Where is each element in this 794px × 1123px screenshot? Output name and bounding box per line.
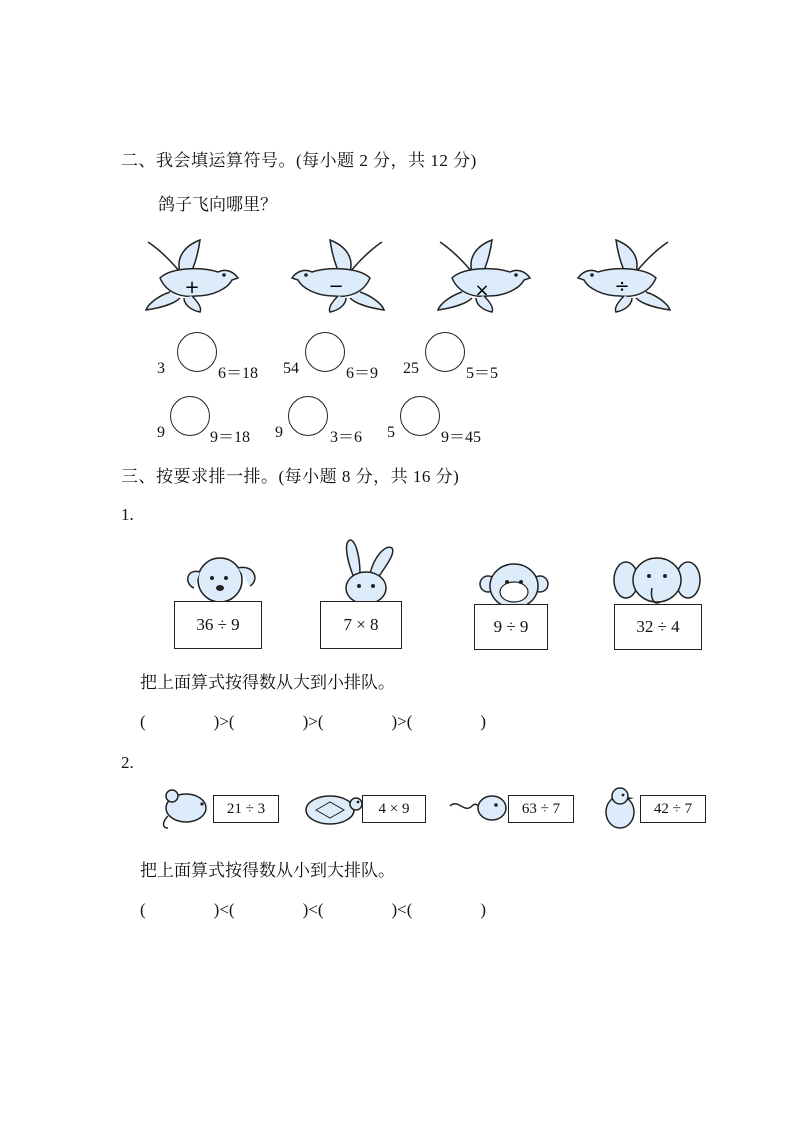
dove-symbol: × <box>474 280 490 301</box>
expression-card: 9 ÷ 9 <box>474 604 548 650</box>
expression-tag: 4 × 9 <box>362 795 426 823</box>
equation-right: 6＝9 <box>346 365 379 382</box>
equation-left: 9 <box>275 424 283 441</box>
equation-left: 9 <box>157 424 165 441</box>
section2-prompt: 鸽子飞向哪里？ <box>158 195 277 214</box>
equation-right: 9＝18 <box>210 429 251 446</box>
equation-left: 3 <box>157 360 165 377</box>
answer-circle[interactable] <box>288 396 328 436</box>
expression-tag: 42 ÷ 7 <box>640 795 706 823</box>
answer-line[interactable]: ( )>( )>( )>( ) <box>140 712 487 731</box>
monkey-icon <box>474 560 554 610</box>
dove-times-icon <box>432 238 532 314</box>
question-number: 1. <box>121 505 134 524</box>
answer-circle[interactable] <box>400 396 440 436</box>
answer-circle[interactable] <box>425 332 465 372</box>
equation-right: 9＝45 <box>441 429 482 446</box>
expression-card: 36 ÷ 9 <box>174 601 262 649</box>
dove-plus-icon <box>140 238 240 314</box>
answer-line[interactable]: ( )<( )<( )<( ) <box>140 900 487 919</box>
dove-symbol: ÷ <box>614 276 630 297</box>
question-number: 2. <box>121 753 134 772</box>
equation-left: 5 <box>387 424 395 441</box>
mouse-icon <box>158 786 214 830</box>
tadpole-icon <box>448 792 510 826</box>
section2-heading: 二、我会填运算符号。(每小题 2 分，共 12 分) <box>121 151 477 170</box>
instruction: 把上面算式按得数从小到大排队。 <box>140 861 395 880</box>
elephant-icon <box>612 552 702 608</box>
answer-circle[interactable] <box>177 332 217 372</box>
expression-card: 7 × 8 <box>320 601 402 649</box>
equation-right: 6＝18 <box>218 365 259 382</box>
answer-circle[interactable] <box>170 396 210 436</box>
section3-heading: 三、按要求排一排。(每小题 8 分，共 16 分) <box>121 467 460 486</box>
dove-divide-icon <box>576 238 676 314</box>
answer-circle[interactable] <box>305 332 345 372</box>
dove-minus-icon <box>290 238 390 314</box>
instruction: 把上面算式按得数从大到小排队。 <box>140 673 395 692</box>
rabbit-icon <box>326 538 406 604</box>
expression-tag: 21 ÷ 3 <box>213 795 279 823</box>
equation-right: 5＝5 <box>466 365 499 382</box>
equation-left: 54 <box>283 360 299 377</box>
penguin-icon <box>598 786 642 830</box>
turtle-icon <box>302 790 364 828</box>
equation-right: 3＝6 <box>330 429 363 446</box>
dove-symbol: + <box>184 277 200 298</box>
dove-symbol: − <box>328 276 344 297</box>
equation-left: 25 <box>403 360 419 377</box>
expression-card: 32 ÷ 4 <box>614 604 702 650</box>
expression-tag: 63 ÷ 7 <box>508 795 574 823</box>
